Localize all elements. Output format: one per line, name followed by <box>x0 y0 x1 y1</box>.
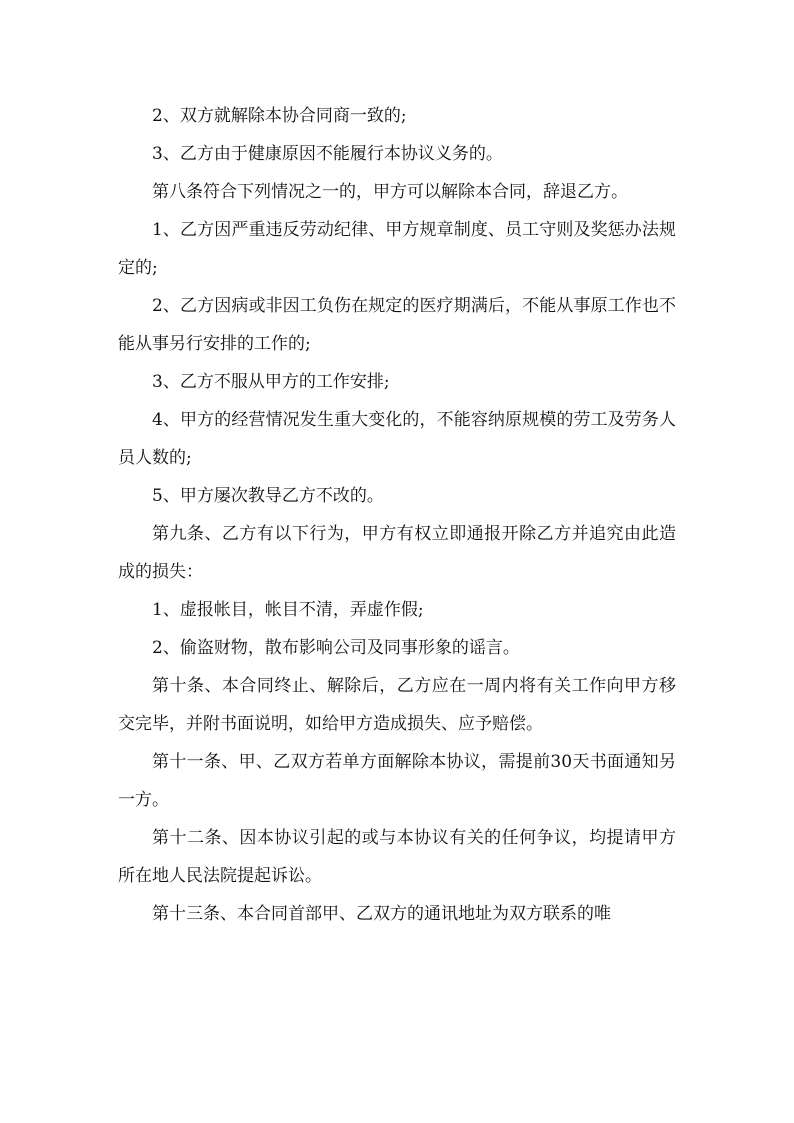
paragraph-8: 5、甲方屡次教导乙方不改的。 <box>152 486 384 506</box>
paragraph-1: 2、双方就解除本协合同商一致的; <box>152 106 407 126</box>
paragraph-9: 第九条、乙方有以下行为，甲方有权立即通报开除乙方并追究由此造成的损失： <box>118 524 676 582</box>
paragraph-10: 1、虚报帐目，帐目不清，弄虚作假; <box>152 600 424 620</box>
paragraph-12: 第十条、本合同终止、解除后，乙方应在一周内将有关工作向甲方移交完毕，并附书面说明，如给甲方造成损失、应予赔偿。 <box>118 676 676 734</box>
paragraph-13: 第十一条、甲、乙双方若单方面解除本协议，需提前30天书面通知另一方。 <box>118 752 676 810</box>
paragraph-2: 3、乙方由于健康原因不能履行本协议义务的。 <box>152 144 503 164</box>
paragraph-14: 第十二条、因本协议引起的或与本协议有关的任何争议，均提请甲方所在地人民法院提起诉讼。 <box>118 828 676 886</box>
document-body <box>118 97 676 933</box>
paragraph-3: 第八条符合下列情况之一的，甲方可以解除本合同，辞退乙方。 <box>152 182 628 202</box>
paragraph-7: 4、甲方的经营情况发生重大变化的，不能容纳原规模的劳工及劳务人员人数的; <box>118 410 676 468</box>
paragraph-11: 2、偷盗财物，散布影响公司及同事形象的谣言。 <box>152 638 520 658</box>
paragraph-15: 第十三条、本合同首部甲、乙双方的通讯地址为双方联系的唯 <box>152 904 611 924</box>
paragraph-5: 2、乙方因病或非因工负伤在规定的医疗期满后，不能从事原工作也不能从事另行安排的工作的; <box>118 296 676 354</box>
paragraph-4: 1、乙方因严重违反劳动纪律、甲方规章制度、员工守则及奖惩办法规定的; <box>118 220 676 278</box>
paragraph-6: 3、乙方不服从甲方的工作安排; <box>152 372 390 392</box>
